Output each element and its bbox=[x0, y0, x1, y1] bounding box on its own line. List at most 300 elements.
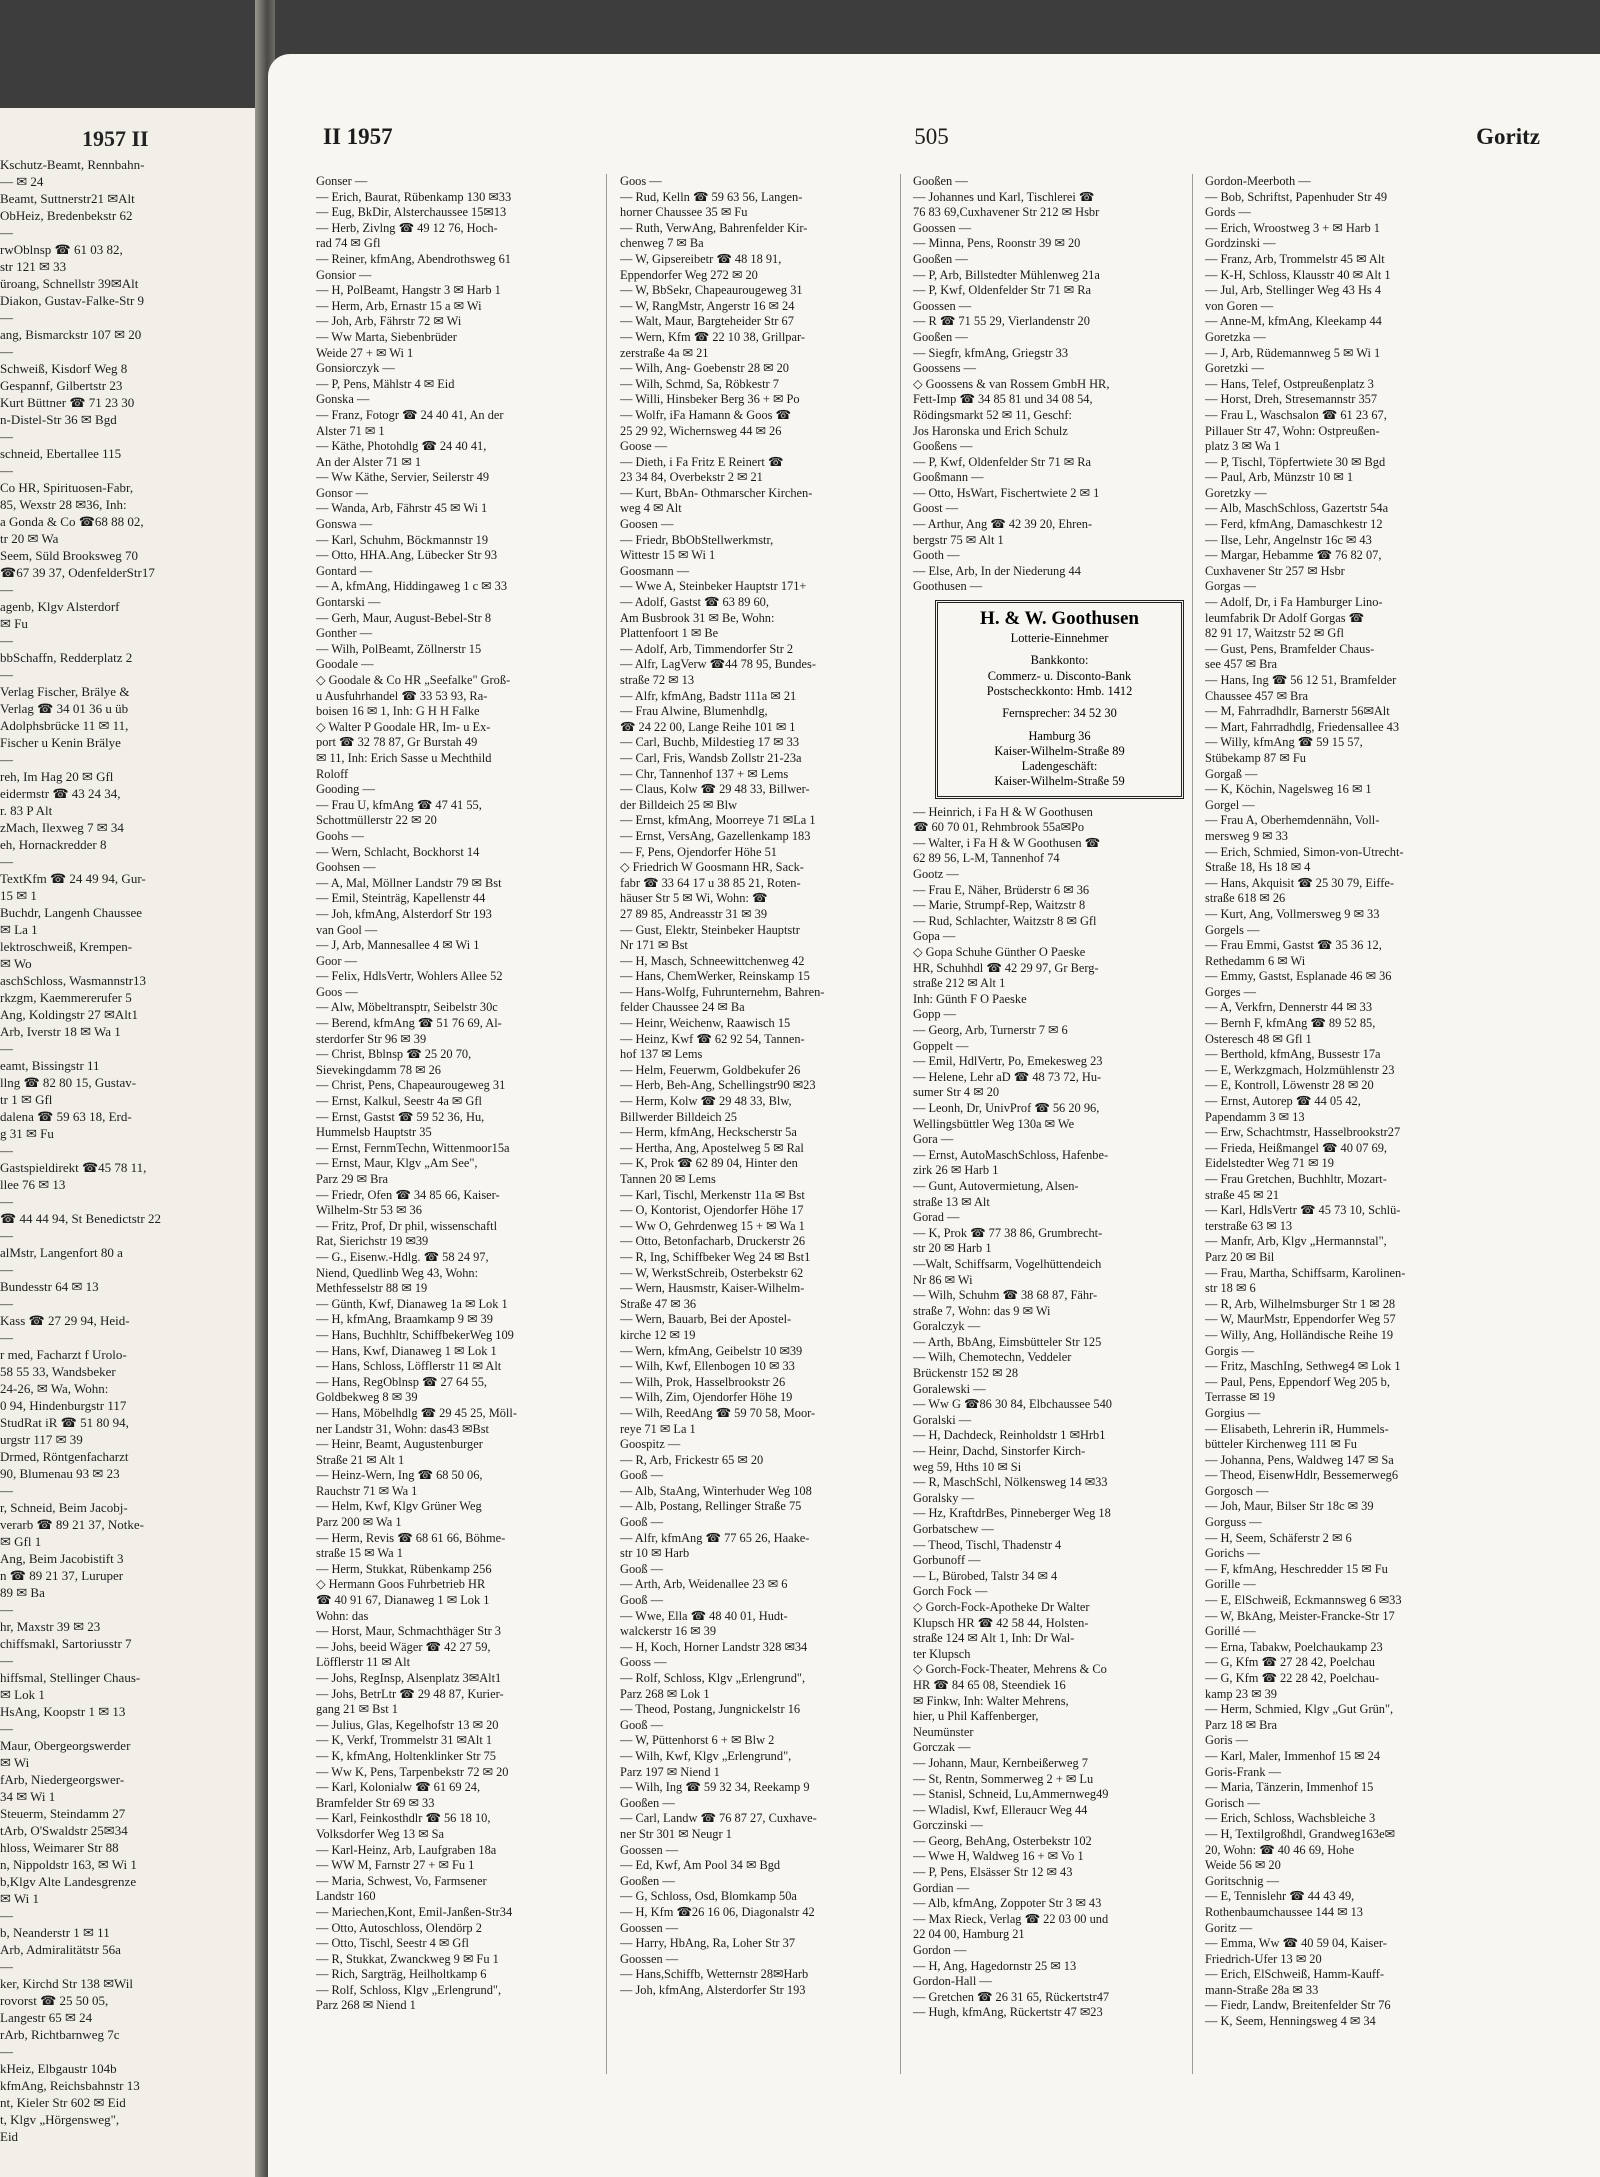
directory-entry-line: — bbox=[0, 1143, 13, 1158]
directory-entry-line: Niend, Quedlinb Weg 43, Wohn: bbox=[316, 1265, 479, 1280]
directory-entry-line: — Wilh, Schuhm ☎ 38 68 87, Fähr- bbox=[913, 1288, 1098, 1303]
directory-entry-line: — Berthold, kfmAng, Bussestr 17a bbox=[1205, 1047, 1381, 1062]
directory-entry-line: Inh: Günth F O Paeske bbox=[913, 991, 1027, 1006]
directory-entry-line: 85, Wexstr 28 ✉36, Inh: bbox=[0, 497, 127, 512]
directory-entry-line: — Willy, kfmAng ☎ 59 15 57, bbox=[1205, 735, 1363, 750]
directory-entry-line: Billwerder Billdeich 25 bbox=[620, 1109, 737, 1124]
directory-entry-line: Gespannf, Gilbertstr 23 bbox=[0, 378, 123, 393]
directory-entry-line: — Johs, beeid Wäger ☎ 42 27 59, bbox=[316, 1639, 491, 1654]
directory-entry-line: hr, Maxstr 39 ✉ 23 bbox=[0, 1619, 101, 1634]
directory-entry-line: tArb, O'Swaldstr 25✉34 bbox=[0, 1823, 128, 1838]
directory-entry-line: Schweiß, Kisdorf Weg 8 bbox=[0, 361, 128, 376]
directory-entry-line: — Paul, Arb, Münzstr 10 ✉ 1 bbox=[1205, 470, 1354, 485]
directory-entry-line: — Heinz, Kwf ☎ 62 92 54, Tannen- bbox=[620, 1031, 805, 1046]
directory-entry-line: — Karl, HdlsVertr ☎ 45 73 10, Schlü- bbox=[1205, 1203, 1401, 1218]
directory-entry-line: — Felix, HdlsVertr, Wohlers Allee 52 bbox=[316, 969, 503, 984]
directory-entry-line: nt, Kieler Str 602 ✉ Eid bbox=[0, 2095, 126, 2110]
directory-entry-line: Drmed, Röntgenfacharzt bbox=[0, 1449, 129, 1464]
directory-entry-line: straße 618 ✉ 26 bbox=[1205, 891, 1286, 906]
directory-entry-line: — Willy, Ang, Holländische Reihe 19 bbox=[1205, 1327, 1394, 1342]
directory-entry-line: — Kurt, BbAn- Othmarscher Kirchen- bbox=[620, 485, 813, 500]
directory-entry-line: ter Klupsch bbox=[913, 1646, 971, 1661]
directory-entry-line: — Arthur, Ang ☎ 42 39 20, Ehren- bbox=[913, 517, 1093, 532]
directory-entry-line: — Ed, Kwf, Am Pool 34 ✉ Bgd bbox=[620, 1858, 781, 1873]
directory-entry-line: ✉ 11, Inh: Erich Sasse u Mechthild bbox=[316, 750, 492, 765]
directory-entry-line: Ang, Koldingstr 27 ✉Alt1 bbox=[0, 1007, 139, 1022]
directory-entry-line: Gorguss — bbox=[1205, 1515, 1262, 1530]
directory-entry-line: n-Distel-Str 36 ✉ Bgd bbox=[0, 412, 117, 427]
directory-entry-line: — Carl, Buchb, Mildestieg 17 ✉ 33 bbox=[620, 735, 800, 750]
directory-entry-line: — Heinr, Dachd, Sinstorfer Kirch- bbox=[913, 1444, 1086, 1459]
directory-entry-line: Goohsen — bbox=[316, 860, 376, 875]
directory-entry-line: straße 45 ✉ 21 bbox=[1205, 1187, 1280, 1202]
directory-entry-line: Bramfelder Str 69 ✉ 33 bbox=[316, 1795, 435, 1810]
directory-entry-line: — Gunt, Autovermietung, Alsen- bbox=[913, 1178, 1079, 1193]
directory-entry-line: — bbox=[0, 344, 13, 359]
directory-entry-line: — Ernst, Kalkul, Seestr 4a ✉ Gfl bbox=[316, 1094, 482, 1109]
directory-entry-line: Osteresch 48 ✉ Gfl 1 bbox=[1205, 1031, 1312, 1046]
directory-entry-line: — Karl, Kolonialw ☎ 61 69 24, bbox=[316, 1780, 481, 1795]
directory-entry-line: ner Landstr 31, Wohn: das43 ✉Bst bbox=[316, 1421, 489, 1436]
directory-entry-line: — H, Seem, Schäferstr 2 ✉ 6 bbox=[1205, 1530, 1352, 1545]
directory-entry-line: — Alfr, LagVerw ☎44 78 95, Bundes- bbox=[620, 657, 816, 672]
directory-entry-line: — Rich, Sargträg, Heilholtkamp 6 bbox=[316, 1967, 487, 1982]
directory-entry-line: tr 1 ✉ Gfl bbox=[0, 1092, 53, 1107]
directory-entry-line: boisen 16 ✉ 1, Inh: G H H Falke bbox=[316, 704, 480, 719]
directory-entry-line: — E, Werkzgmach, Holzmühlenstr 23 bbox=[1205, 1062, 1395, 1077]
directory-entry-line: llee 76 ✉ 13 bbox=[0, 1177, 66, 1192]
directory-entry-line: — Arth, BbAng, Eimsbütteler Str 125 bbox=[913, 1334, 1102, 1349]
directory-entry-line: Gorges — bbox=[1205, 984, 1257, 999]
ad-phone: Fernsprecher: 34 52 30 bbox=[1002, 706, 1117, 721]
directory-entry-line: Methfesselstr 88 ✉ 19 bbox=[316, 1281, 428, 1296]
directory-entry-line: — Herm, Stukkat, Rübenkamp 256 bbox=[316, 1561, 492, 1576]
directory-entry-line: — E, Tennislehr ☎ 44 43 49, bbox=[1205, 1889, 1355, 1904]
directory-entry-line: — Herm, Arb, Ernastr 15 a ✉ Wi bbox=[316, 298, 482, 313]
directory-entry-line: ◇ Walter P Goodale HR, Im- u Ex- bbox=[316, 719, 491, 734]
directory-entry-line: Straße 47 ✉ 36 bbox=[620, 1296, 697, 1311]
directory-entry-line: Gastspieldirekt ☎45 78 11, bbox=[0, 1160, 147, 1175]
directory-entry-line: Straße 18, Hs 18 ✉ 4 bbox=[1205, 860, 1311, 875]
directory-entry-line: — Karl, Tischl, Merkenstr 11a ✉ Bst bbox=[620, 1187, 805, 1202]
directory-entry-line: — WW M, Farnstr 27 + ✉ Fu 1 bbox=[316, 1858, 475, 1873]
ad-subtitle: Lotterie-Einnehmer bbox=[1010, 631, 1109, 646]
directory-entry-line: — Alb, kfmAng, Zoppoter Str 3 ✉ 43 bbox=[913, 1896, 1102, 1911]
directory-entry-line: Gooßen — bbox=[620, 1795, 675, 1810]
directory-entry-line: — Rud, Schlachter, Waitzstr 8 ✉ Gfl bbox=[913, 913, 1097, 928]
directory-entry-line: straße 13 ✉ Alt bbox=[913, 1194, 990, 1209]
directory-entry-line: — H, PolBeamt, Hangstr 3 ✉ Harb 1 bbox=[316, 283, 501, 298]
directory-entry-line: Kurt Büttner ☎ 71 23 30 bbox=[0, 395, 135, 410]
directory-entry-line: bergstr 75 ✉ Alt 1 bbox=[913, 532, 1004, 547]
directory-entry-line: — Walter, i Fa H & W Goothusen ☎ bbox=[913, 835, 1101, 850]
directory-entry-line: Straße 21 ✉ Alt 1 bbox=[316, 1452, 405, 1467]
directory-entry-line: Gonswa — bbox=[316, 517, 373, 532]
directory-entry-line: Rödingsmarkt 52 ✉ 11, Geschf: bbox=[913, 407, 1072, 422]
directory-entry-line: — Erich, Wroostweg 3 + ✉ Harb 1 bbox=[1205, 220, 1380, 235]
directory-entry-line: bbSchaffn, Redderplatz 2 bbox=[0, 650, 133, 665]
directory-entry-line: reye 71 ✉ La 1 bbox=[620, 1421, 696, 1436]
directory-entry-line: — Chr, Tannenhof 137 + ✉ Lems bbox=[620, 766, 789, 781]
directory-entry-line: — Adolf, Dr, i Fa Hamburger Lino- bbox=[1205, 595, 1383, 610]
directory-entry-line: — Emil, Steinträg, Kapellenstr 44 bbox=[316, 891, 486, 906]
directory-entry-line: — Gust, Elektr, Steinbeker Hauptstr bbox=[620, 922, 800, 937]
directory-page bbox=[268, 54, 1600, 2177]
directory-entry-line: — Claus, Kolw ☎ 29 48 33, Billwer- bbox=[620, 782, 810, 797]
directory-entry-line: — Theod, Tischl, Thadenstr 4 bbox=[913, 1537, 1062, 1552]
directory-entry-line: Gontarski — bbox=[316, 595, 381, 610]
directory-entry-line: — H, Textilgroßhdl, Grandweg163e✉ bbox=[1205, 1826, 1395, 1841]
directory-entry-line: — G, Schloss, Osd, Blomkamp 50a bbox=[620, 1889, 797, 1904]
directory-entry-line: — Carl, Fris, Wandsb Zollstr 21-23a bbox=[620, 750, 802, 765]
directory-entry-line: — Harry, HbAng, Ra, Loher Str 37 bbox=[620, 1936, 796, 1951]
directory-entry-line: Eid bbox=[0, 2129, 19, 2144]
directory-entry-line: — Theod, EisenwHdlr, Bessemerweg6 bbox=[1205, 1468, 1399, 1483]
directory-entry-line: Ang, Beim Jacobistift 3 bbox=[0, 1551, 124, 1566]
directory-entry-line: Gorbunoff — bbox=[913, 1553, 981, 1568]
directory-entry-line: gang 21 ✉ Bst 1 bbox=[316, 1702, 398, 1717]
directory-entry-line: straße 124 ✉ Alt 1, Inh: Dr Wal- bbox=[913, 1631, 1075, 1646]
directory-entry-line: — Ww K, Pens, Tarpenbekstr 72 ✉ 20 bbox=[316, 1764, 509, 1779]
directory-entry-line: ObHeiz, Bredenbekstr 62 bbox=[0, 208, 133, 223]
directory-entry-line: — Hans, Schloss, Löfflerstr 11 ✉ Alt bbox=[316, 1359, 502, 1374]
directory-entry-line: Terrasse ✉ 19 bbox=[1205, 1390, 1276, 1405]
directory-entry-line: — Ernst, VersAng, Gazellenkamp 183 bbox=[620, 828, 811, 843]
directory-entry-line: hiffsmal, Stellinger Chaus- bbox=[0, 1670, 141, 1685]
directory-entry-line: — bbox=[0, 1721, 13, 1736]
directory-entry-line: — Anne-M, kfmAng, Kleekamp 44 bbox=[1205, 314, 1382, 329]
directory-entry-line: g 31 ✉ Fu bbox=[0, 1126, 54, 1141]
directory-entry-line: b, Neanderstr 1 ✉ 11 bbox=[0, 1925, 110, 1940]
directory-entry-line: — W, BbSekr, Chapeaurougeweg 31 bbox=[620, 283, 803, 298]
directory-entry-line: — Wilh, Prok, Hasselbrookstr 26 bbox=[620, 1374, 786, 1389]
directory-entry-line: Goos — bbox=[316, 984, 358, 999]
directory-entry-line: — Maria, Schwest, Vo, Farmsener bbox=[316, 1873, 487, 1888]
directory-entry-line: b,Klgv Alte Landesgrenze bbox=[0, 1874, 137, 1889]
directory-entry-line: Schottmüllerstr 22 ✉ 20 bbox=[316, 813, 437, 828]
directory-entry-line: fabr ☎ 33 64 17 u 38 85 21, Roten- bbox=[620, 875, 801, 890]
directory-entry-line: — Paul, Pens, Eppendorf Weg 205 b, bbox=[1205, 1374, 1390, 1389]
directory-entry-line: — Ww Marta, Siebenbrüder bbox=[316, 329, 457, 344]
directory-entry-line: ◇ Goossens & van Rossem GmbH HR, bbox=[913, 376, 1110, 391]
directory-entry-line: — St, Rentn, Sommerweg 2 + ✉ Lu bbox=[913, 1771, 1094, 1786]
directory-entry-line: — Siegfr, kfmAng, Griegstr 33 bbox=[913, 345, 1069, 360]
directory-entry-line: — Wwe A, Steinbeker Hauptstr 171+ bbox=[620, 579, 807, 594]
directory-entry-line: Brückenstr 152 ✉ 28 bbox=[913, 1366, 1019, 1381]
directory-entry-line: — Herb, Zivlng ☎ 49 12 76, Hoch- bbox=[316, 220, 498, 235]
directory-entry-line: — A, kfmAng, Hiddingaweg 1 c ✉ 33 bbox=[316, 579, 508, 594]
directory-entry-line: — Ilse, Lehr, Angelnstr 16c ✉ 43 bbox=[1205, 532, 1372, 547]
directory-entry-line: eamt, Bissingstr 11 bbox=[0, 1058, 100, 1073]
directory-entry-line: An der Alster 71 ✉ 1 bbox=[316, 454, 422, 469]
directory-entry-line: — Helm, Kwf, Klgv Grüner Weg bbox=[316, 1499, 482, 1514]
directory-entry-line: str 20 ✉ Harb 1 bbox=[913, 1241, 992, 1256]
directory-entry-line: — Herm, Schmied, Klgv „Gut Grün", bbox=[1205, 1702, 1394, 1717]
directory-entry-line: Goretzky — bbox=[1205, 485, 1267, 500]
page-volume-year: II 1957 bbox=[323, 124, 393, 149]
directory-entry-line: ang, Bismarckstr 107 ✉ 20 bbox=[0, 327, 142, 342]
directory-entry-line: alMstr, Langenfort 80 a bbox=[0, 1245, 123, 1260]
directory-entry-line: Parz 268 ✉ Lok 1 bbox=[620, 1686, 710, 1701]
directory-entry-line: Goos — bbox=[620, 174, 662, 188]
directory-entry-line: — Emil, HdlVertr, Po, Emekesweg 23 bbox=[913, 1054, 1103, 1069]
directory-entry-line: — K, Prok ☎ 62 89 04, Hinter den bbox=[620, 1156, 798, 1171]
directory-entry-line: Gorad — bbox=[913, 1210, 960, 1225]
directory-entry-line: ◇ Goodale & Co HR „Seefalke" Groß- bbox=[316, 673, 511, 687]
directory-entry-line: — Franz, Fotogr ☎ 24 40 41, An der bbox=[316, 407, 504, 422]
directory-entry-line: — Alw, Möbeltransptr, Seibelstr 30c bbox=[316, 1000, 498, 1015]
directory-entry-line: — Hz, KraftdrBes, Pinneberger Weg 18 bbox=[913, 1506, 1111, 1521]
directory-entry-line: — Walt, Maur, Bargteheider Str 67 bbox=[620, 314, 794, 329]
directory-entry-line: 23 34 84, Overbekstr 2 ✉ 21 bbox=[620, 470, 763, 485]
directory-entry-line: kfmAng, Reichsbahnstr 13 bbox=[0, 2078, 140, 2093]
directory-entry-line: ner Str 301 ✉ Neugr 1 bbox=[620, 1826, 732, 1841]
directory-entry-line: kirche 12 ✉ 19 bbox=[620, 1327, 696, 1342]
directory-entry-line: — Erw, Schachtmstr, Hasselbrookstr27 bbox=[1205, 1125, 1401, 1140]
directory-entry-line: — bbox=[0, 1194, 13, 1209]
directory-entry-line: — Ernst, Maur, Klgv „Am See", bbox=[316, 1156, 478, 1171]
directory-entry-line: Gords — bbox=[1205, 205, 1251, 220]
directory-entry-line: 24-26, ✉ Wa, Wohn: bbox=[0, 1381, 109, 1396]
directory-entry-line: — P, Arb, Billstedter Mühlenweg 21a bbox=[913, 267, 1100, 282]
directory-entry-line: tr 20 ✉ Wa bbox=[0, 531, 59, 546]
directory-entry-line: Am Busbrook 31 ✉ Be, Wohn: bbox=[620, 610, 775, 625]
directory-entry-line: Gooß — bbox=[620, 1717, 664, 1732]
directory-entry-line: — Käthe, Photohdlg ☎ 24 40 41, bbox=[316, 439, 487, 454]
directory-entry-line: — Georg, BehAng, Osterbekstr 102 bbox=[913, 1833, 1092, 1848]
directory-entry-line: — A, Mal, Möllner Landstr 79 ✉ Bst bbox=[316, 875, 502, 890]
directory-entry-line: Tannen 20 ✉ Lems bbox=[620, 1172, 716, 1186]
directory-entry-line: Goldbekweg 8 ✉ 39 bbox=[316, 1390, 418, 1405]
directory-entry-line: — Wilh, Ing ☎ 59 32 34, Reekamp 9 bbox=[620, 1780, 810, 1795]
directory-entry-line: — Mariechen,Kont, Emil-Janßen-Str34 bbox=[316, 1904, 513, 1919]
directory-entry-line: Parz 29 ✉ Bra bbox=[316, 1172, 388, 1186]
directory-entry-line: — Berend, kfmAng ☎ 51 76 69, Al- bbox=[316, 1016, 502, 1031]
directory-entry-line: ✉ Fu bbox=[0, 616, 28, 631]
directory-entry-line: rkzgm, Kaemmererufer 5 bbox=[0, 990, 132, 1005]
directory-entry-line: 15 ✉ 1 bbox=[0, 888, 37, 903]
directory-entry-line: — P, Kwf, Oldenfelder Str 71 ✉ Ra bbox=[913, 283, 1091, 298]
directory-entry-line: Gorillé — bbox=[1205, 1624, 1256, 1639]
directory-entry-line: mersweg 9 ✉ 33 bbox=[1205, 828, 1288, 843]
left-page-header: 1957 II bbox=[82, 126, 149, 151]
directory-entry-line: Gonther — bbox=[316, 626, 373, 641]
directory-entry-line: Gordzinski — bbox=[1205, 236, 1276, 251]
directory-entry-line: Buchdr, Langenh Chaussee bbox=[0, 905, 143, 920]
directory-entry-line: — Rolf, Schloss, Klgv „Erlengrund", bbox=[620, 1671, 806, 1685]
directory-entry-line: 22 04 00, Hamburg 21 bbox=[913, 1927, 1025, 1942]
directory-entry-line: — Joh, kfmAng, Alsterdorf Str 193 bbox=[316, 906, 492, 921]
directory-entry-line: — Erich, ElSchweiß, Hamm-Kauff- bbox=[1205, 1967, 1385, 1982]
directory-entry-line: Gorisch — bbox=[1205, 1795, 1260, 1810]
directory-entry-line: Landstr 160 bbox=[316, 1889, 376, 1904]
ad-bank-1: Commerz- u. Disconto-Bank bbox=[987, 668, 1132, 683]
directory-entry-line: — Erich, Schmied, Simon-von-Utrecht- bbox=[1205, 844, 1404, 859]
directory-entry-line: Gooßen — bbox=[913, 174, 968, 188]
directory-entry-line: — Wilh, Zim, Ojendorfer Höhe 19 bbox=[620, 1390, 793, 1405]
directory-entry-line: — H, Masch, Schneewittchenweg 42 bbox=[620, 953, 805, 968]
directory-entry-line: — Horst, Maur, Schmachthäger Str 3 bbox=[316, 1624, 501, 1639]
directory-entry-line: Seem, Süld Brooksweg 70 bbox=[0, 548, 138, 563]
directory-entry-line: hier, u Phil Kaffenberger, bbox=[913, 1709, 1039, 1724]
directory-entry-line: — bbox=[0, 752, 13, 767]
directory-entry-line: Goritschnig — bbox=[1205, 1873, 1279, 1888]
directory-entry-line: Gordon-Meerboth — bbox=[1205, 174, 1311, 188]
directory-entry-line: — K, Prok ☎ 77 38 86, Grumbrecht- bbox=[913, 1225, 1103, 1240]
directory-entry-line: Goospitz — bbox=[620, 1437, 681, 1452]
directory-entry-line: Arb, Admiralitätstr 56a bbox=[0, 1942, 121, 1957]
directory-entry-line: — G, Kfm ☎ 22 28 42, Poelchau- bbox=[1205, 1671, 1380, 1685]
directory-entry-line: — Frieda, Heißmangel ☎ 40 07 69, bbox=[1205, 1140, 1387, 1155]
directory-entry-line: — P, Pens, Mählstr 4 ✉ Eid bbox=[316, 376, 455, 391]
directory-entry-line: — Wilh, Ang- Goebenstr 28 ✉ 20 bbox=[620, 361, 789, 376]
directory-entry-line: — Alfr, kfmAng, Badstr 111a ✉ 21 bbox=[620, 688, 797, 703]
directory-entry-line: ◇ Gorch-Fock-Theater, Mehrens & Co bbox=[913, 1662, 1107, 1677]
directory-entry-line: — Wern, kfmAng, Geibelstr 10 ✉39 bbox=[620, 1343, 803, 1358]
directory-entry-line: verarb ☎ 89 21 37, Notke- bbox=[0, 1517, 144, 1532]
directory-entry-line: ker, Kirchd Str 138 ✉Wil bbox=[0, 1976, 133, 1991]
directory-entry-line: Rat, Sierichstr 19 ✉39 bbox=[316, 1234, 429, 1249]
directory-entry-line: ✉ Finkw, Inh: Walter Mehrens, bbox=[913, 1693, 1069, 1708]
directory-entry-line: — Hans, Kwf, Dianaweg 1 ✉ Lok 1 bbox=[316, 1343, 497, 1358]
directory-entry-line: — Arth, Arb, Weidenallee 23 ✉ 6 bbox=[620, 1577, 788, 1592]
directory-entry-line: — Ferd, kfmAng, Damaschkestr 12 bbox=[1205, 517, 1383, 532]
directory-entry-line: ◇ Gopa Schuhe Günther O Paeske bbox=[913, 945, 1086, 960]
directory-column-3 bbox=[913, 174, 1186, 2094]
directory-entry-line: — Else, Arb, In der Niederung 44 bbox=[913, 563, 1081, 578]
directory-entry-line: — Rud, Kelln ☎ 59 63 56, Langen- bbox=[620, 189, 803, 204]
directory-entry-line: Gooss — bbox=[620, 1655, 667, 1670]
directory-entry-line: — Christ, Bblnsp ☎ 25 20 70, bbox=[316, 1047, 472, 1062]
directory-entry-line: — Frau U, kfmAng ☎ 47 41 55, bbox=[316, 797, 482, 812]
directory-entry-line: — Otto, Betonfacharb, Druckerstr 26 bbox=[620, 1234, 806, 1249]
directory-entry-line: Wohn: das bbox=[316, 1608, 369, 1623]
directory-entry-line: — bbox=[0, 2044, 13, 2059]
directory-entry-line: — Marie, Strumpf-Rep, Waitzstr 8 bbox=[913, 898, 1086, 913]
directory-entry-line: — W, RangMstr, Angerstr 16 ✉ 24 bbox=[620, 298, 795, 313]
directory-entry-line: — bbox=[0, 225, 13, 240]
directory-entry-line: Gonsor — bbox=[316, 485, 368, 500]
directory-entry-line: — bbox=[0, 1228, 13, 1243]
directory-entry-line: fArb, Niedergeorgswer- bbox=[0, 1772, 125, 1787]
directory-entry-line: Plattenfoort 1 ✉ Be bbox=[620, 626, 719, 641]
directory-entry-line: — Alb, StaAng, Winterhuder Weg 108 bbox=[620, 1483, 812, 1498]
directory-entry-line: Gordon — bbox=[913, 1943, 967, 1958]
directory-entry-line: — Ww G ☎86 30 84, Elbchaussee 540 bbox=[913, 1397, 1112, 1412]
directory-entry-line: Gooth — bbox=[913, 548, 960, 563]
directory-entry-line: — H, Dachdeck, Reinholdstr 1 ✉Hrb1 bbox=[913, 1428, 1106, 1443]
directory-entry-line: Cuxhavener Str 257 ✉ Hsbr bbox=[1205, 563, 1345, 578]
directory-entry-line: — Karl, Schuhm, Böckmannstr 19 bbox=[316, 532, 489, 547]
directory-entry-line: — L, Bürobed, Talstr 34 ✉ 4 bbox=[913, 1568, 1058, 1583]
page-header bbox=[323, 124, 1540, 158]
directory-entry-line: str 18 ✉ 6 bbox=[1205, 1281, 1256, 1296]
directory-entry-line: chiffsmakl, Sartoriusstr 7 bbox=[0, 1636, 132, 1651]
directory-entry-line: felder Chaussee 24 ✉ Ba bbox=[620, 1000, 745, 1015]
directory-entry-line: weg 4 ✉ Alt bbox=[620, 501, 682, 516]
directory-entry-line: — Rolf, Schloss, Klgv „Erlengrund", bbox=[316, 1982, 502, 1997]
directory-entry-line: eh, Hornackredder 8 bbox=[0, 837, 107, 852]
directory-entry-line: — R ☎ 71 55 29, Vierlandenstr 20 bbox=[913, 314, 1090, 329]
directory-entry-line: Goralewski — bbox=[913, 1381, 986, 1396]
directory-entry-line: HR, Schuhhdl ☎ 42 29 97, Gr Berg- bbox=[913, 960, 1099, 975]
directory-entry-line: der Billdeich 25 ✉ Blw bbox=[620, 797, 738, 812]
directory-entry-line: 89 ✉ Ba bbox=[0, 1585, 45, 1600]
directory-entry-line: Gordian — bbox=[913, 1880, 970, 1895]
directory-entry-line: u Ausfuhrhandel ☎ 33 53 93, Ra- bbox=[316, 688, 488, 703]
directory-entry-line: Gooßmann — bbox=[913, 470, 984, 485]
directory-entry-line: Sievekingdamm 78 ✉ 26 bbox=[316, 1062, 441, 1077]
directory-entry-line: — Günth, Kwf, Dianaweg 1a ✉ Lok 1 bbox=[316, 1296, 508, 1311]
directory-entry-line: Langestr 65 ✉ 24 bbox=[0, 2010, 93, 2025]
directory-entry-line: — Emma, Ww ☎ 40 59 04, Kaiser- bbox=[1205, 1936, 1387, 1951]
directory-entry-line: — Hans,Schiffb, Wetternstr 28✉Harb bbox=[620, 1967, 809, 1982]
directory-entry-line: Klupsch HR ☎ 42 58 44, Holsten- bbox=[913, 1615, 1089, 1630]
directory-entry-line: — bbox=[0, 1041, 13, 1056]
directory-entry-line: ☎ 24 22 00, Lange Reihe 101 ✉ 1 bbox=[620, 719, 796, 734]
directory-entry-line: — Christ, Pens, Chapeaurougeweg 31 bbox=[316, 1078, 506, 1093]
directory-entry-line: — Fritz, Prof, Dr phil, wissenschaftl bbox=[316, 1218, 498, 1233]
directory-entry-line: Parz 20 ✉ Bil bbox=[1205, 1249, 1275, 1264]
directory-entry-line: kHeiz, Elbgaustr 104b bbox=[0, 2061, 117, 2076]
directory-entry-line: — Ruth, VerwAng, Bahrenfelder Kir- bbox=[620, 220, 808, 235]
directory-entry-line: zirk 26 ✉ Harb 1 bbox=[913, 1163, 999, 1178]
directory-entry-line: — K, kfmAng, Holtenklinker Str 75 bbox=[316, 1748, 496, 1763]
goothusen-advertisement bbox=[935, 600, 1184, 799]
directory-entry-line: 62 89 56, L-M, Tannenhof 74 bbox=[913, 851, 1060, 866]
directory-entry-line: — Wilh, ReedAng ☎ 59 70 58, Moor- bbox=[620, 1405, 816, 1420]
directory-entry-line: — Kurt, Ang, Vollmersweg 9 ✉ 33 bbox=[1205, 906, 1380, 921]
directory-entry-line: Stübekamp 87 ✉ Fu bbox=[1205, 750, 1306, 765]
directory-entry-line: 90, Blumenau 93 ✉ 23 bbox=[0, 1466, 120, 1481]
directory-entry-line: zMach, Ilexweg 7 ✉ 34 bbox=[0, 820, 124, 835]
directory-entry-line: Gorgaß — bbox=[1205, 766, 1258, 781]
directory-entry-line: ✉ Wi bbox=[0, 1755, 30, 1770]
directory-entry-line: — P, Tischl, Töpfertwiete 30 ✉ Bgd bbox=[1205, 454, 1386, 469]
directory-entry-line: — Gust, Pens, Bramfelder Chaus- bbox=[1205, 641, 1375, 656]
directory-entry-line: Gonska — bbox=[316, 392, 370, 407]
directory-entry-line: rArb, Richtbarnweg 7c bbox=[0, 2027, 120, 2042]
directory-entry-line: Jos Haronska und Erich Schulz bbox=[913, 423, 1068, 438]
directory-entry-line: HR ☎ 84 65 08, Steendiek 16 bbox=[913, 1677, 1066, 1692]
directory-entry-line: Goothusen — bbox=[913, 579, 983, 594]
directory-entry-line: Gooßen — bbox=[620, 1873, 675, 1888]
directory-entry-line: Gora — bbox=[913, 1132, 954, 1147]
directory-entry-line: Goodale — bbox=[316, 657, 374, 672]
directory-entry-line: Volksdorfer Weg 13 ✉ Sa bbox=[316, 1826, 445, 1841]
directory-entry-line: — R, Ing, Schiffbeker Weg 24 ✉ Bst1 bbox=[620, 1249, 811, 1264]
directory-entry-line: bütteler Kirchenweg 111 ✉ Fu bbox=[1205, 1437, 1357, 1452]
directory-entry-line: Gorille — bbox=[1205, 1577, 1256, 1592]
directory-entry-line: — A, Verkfrn, Dennerstr 44 ✉ 33 bbox=[1205, 1000, 1373, 1015]
directory-entry-line: — bbox=[0, 1330, 13, 1345]
directory-entry-line: — H, Koch, Horner Landstr 328 ✉34 bbox=[620, 1639, 808, 1654]
directory-entry-line: Rethedamm 6 ✉ Wi bbox=[1205, 953, 1306, 968]
directory-entry-line: sumer Str 4 ✉ 20 bbox=[913, 1085, 1000, 1100]
directory-entry-line: — Hugh, kfmAng, Rückertstr 47 ✉23 bbox=[913, 2005, 1103, 2020]
directory-entry-line: üroang, Schnellstr 39✉Alt bbox=[0, 276, 139, 291]
directory-entry-line: — Frau Gretchen, Buchhltr, Mozart- bbox=[1205, 1172, 1387, 1186]
directory-entry-line: Rothenbaumchaussee 144 ✉ 13 bbox=[1205, 1904, 1364, 1919]
directory-entry-line: schneid, Ebertallee 115 bbox=[0, 446, 122, 461]
directory-entry-line: Alster 71 ✉ 1 bbox=[316, 423, 385, 438]
directory-entry-line: — W, MaurMstr, Eppendorfer Weg 57 bbox=[1205, 1312, 1396, 1327]
directory-column-1 bbox=[316, 174, 589, 2094]
directory-entry-line: — Friedr, BbObStellwerkmstr, bbox=[620, 532, 774, 547]
directory-entry-line: Weide 56 ✉ 20 bbox=[1205, 1858, 1281, 1873]
directory-entry-line: — Hans, Buchhltr, SchiffbekerWeg 109 bbox=[316, 1327, 514, 1342]
directory-entry-line: — Johs, RegInsp, Alsenplatz 3✉Alt1 bbox=[316, 1671, 502, 1685]
